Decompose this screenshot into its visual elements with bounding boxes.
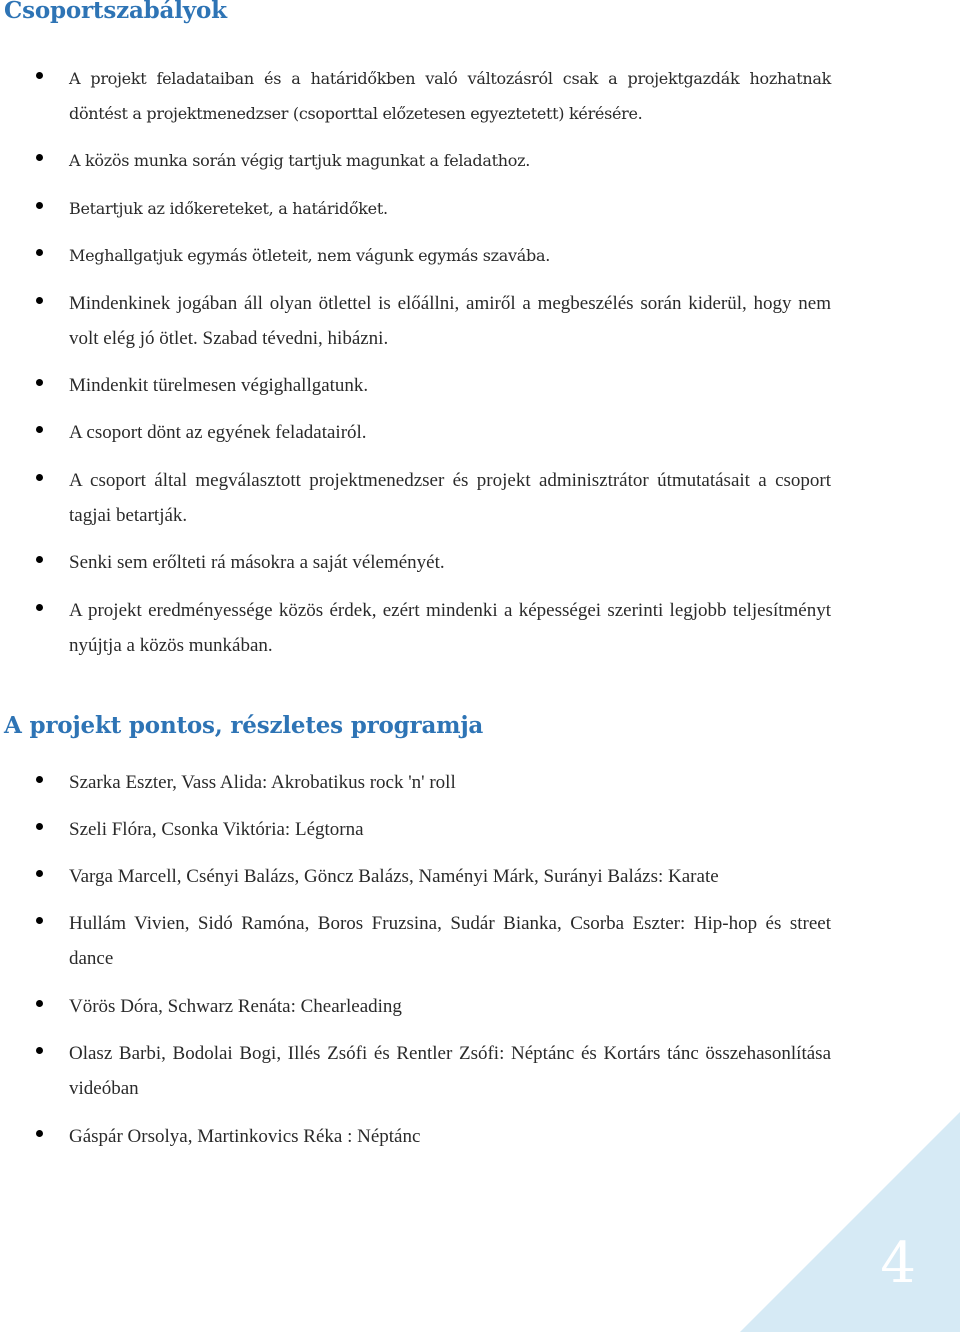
list-item-text: A projekt eredményessége közös érdek, ezért mindenki a képességei szerinti legjobb teljesítményt nyújtja a közös munkában. xyxy=(69,600,831,656)
page-corner-triangle xyxy=(740,1112,960,1332)
list-item-text: Meghallgatjuk egymás ötleteit, nem vágunk egymás szavába. xyxy=(69,246,550,265)
list-item-text: Betartjuk az időkereteket, a határidőket. xyxy=(69,199,388,218)
list-item-text: A projekt feladataiban és a határidőkben való változásról csak a projektgazdák hozhatnak döntést a projektmenedzser (csoporttal előzetesen egyeztetett) kérésére. xyxy=(69,69,831,123)
bullet-icon xyxy=(36,249,43,256)
bullet-icon xyxy=(36,1047,43,1054)
section-title-program: A projekt pontos, részletes programja xyxy=(4,712,484,739)
list-item-text: Senki sem erőlteti rá másokra a saját véleményét. xyxy=(69,552,445,573)
bullet-icon xyxy=(36,823,43,830)
list-item-text: Varga Marcell, Csényi Balázs, Göncz Balázs, Naményi Márk, Surányi Balázs: Karate xyxy=(69,866,719,887)
list-item-text: Gáspár Orsolya, Martinkovics Réka : Néptánc xyxy=(69,1126,421,1147)
list-item-text: Szarka Eszter, Vass Alida: Akrobatikus rock 'n' roll xyxy=(69,772,456,793)
bullet-icon xyxy=(36,1130,43,1137)
bullet-icon xyxy=(36,474,43,481)
list-item-text: A csoport által megválasztott projektmenedzser és projekt adminisztrátor útmutatásait a csoport tagjai betartják. xyxy=(69,470,831,526)
bullet-icon xyxy=(36,154,43,161)
bullet-icon xyxy=(36,776,43,783)
bullet-icon xyxy=(36,917,43,924)
list-item-text: A közös munka során végig tartjuk magunkat a feladathoz. xyxy=(69,151,530,170)
page-number: 4 xyxy=(880,1231,916,1296)
bullet-icon xyxy=(36,870,43,877)
bullet-icon xyxy=(36,426,43,433)
bullet-icon xyxy=(36,202,43,209)
bullet-icon xyxy=(36,556,43,563)
bullet-icon xyxy=(36,1000,43,1007)
list-item-text: Hullám Vivien, Sidó Ramóna, Boros Fruzsina, Sudár Bianka, Csorba Eszter: Hip-hop és street dance xyxy=(69,913,831,969)
bullet-icon xyxy=(36,72,43,79)
list-item-text: Mindenkit türelmesen végighallgatunk. xyxy=(69,375,369,396)
list-item-text: A csoport dönt az egyének feladatairól. xyxy=(69,422,367,443)
list-item-text: Mindenkinek jogában áll olyan ötlettel is előállni, amiről a megbeszélés során kiderül, hogy nem volt elég jó ötlet. Szabad tévedni, hibázni. xyxy=(69,293,831,349)
bullet-icon xyxy=(36,297,43,304)
section-title-rules: Csoportszabályok xyxy=(4,0,227,24)
bullet-icon xyxy=(36,379,43,386)
list-item-text: Olasz Barbi, Bodolai Bogi, Illés Zsófi és Rentler Zsófi: Néptánc és Kortárs tánc összehasonlítása videóban xyxy=(69,1043,831,1099)
list-item-text: Szeli Flóra, Csonka Viktória: Légtorna xyxy=(69,819,364,840)
corner-triangle-shape xyxy=(740,1112,960,1332)
bullet-icon xyxy=(36,604,43,611)
list-item-text: Vörös Dóra, Schwarz Renáta: Chearleading xyxy=(69,996,402,1017)
